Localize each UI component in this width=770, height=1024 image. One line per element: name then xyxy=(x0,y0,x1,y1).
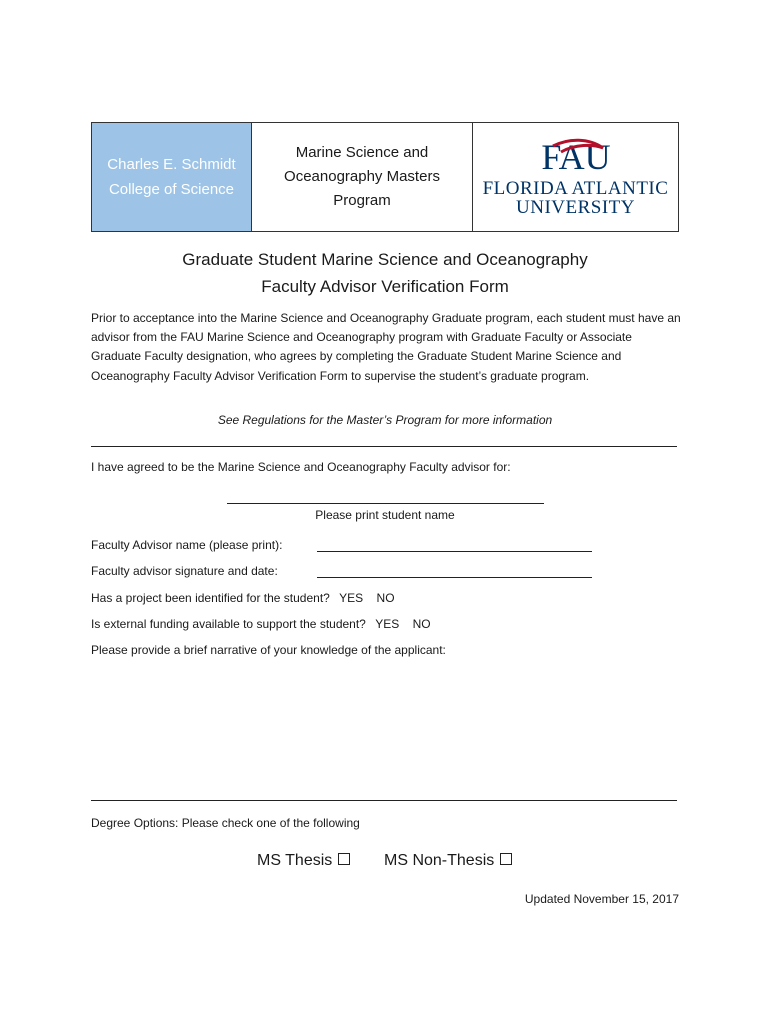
advisor-name-field[interactable] xyxy=(317,551,592,552)
project-yes-option[interactable]: YES xyxy=(339,591,364,605)
form-title xyxy=(91,246,679,300)
advisor-signature-field[interactable] xyxy=(317,577,592,578)
fau-logo xyxy=(473,123,678,231)
program-name: Marine Science and Oceanography Masters Program xyxy=(284,144,440,209)
divider-top xyxy=(91,446,677,447)
ms-thesis-checkbox[interactable] xyxy=(338,853,350,865)
project-question-text: Has a project been identified for the student? xyxy=(91,591,330,605)
funding-question xyxy=(91,617,431,631)
fau-logo-letters: FAU xyxy=(540,136,611,176)
fau-logo-mark-icon xyxy=(531,136,621,176)
updated-date: Updated November 15, 2017 xyxy=(524,892,679,906)
regulations-note: See Regulations for the Master’s Program for more information xyxy=(217,413,553,427)
intro-paragraph: Prior to acceptance into the Marine Science and Oceanography Graduate program, each student must have an advisor from the FAU Marine Science and Oceanography program with Graduate Faculty or Associate Graduate Faculty designation, who agrees by completing the Graduate Student Marine Science and Oceanography Faculty Advisor Verification Form to supervise the student’s graduate program. xyxy=(91,311,681,383)
student-name-label: Please print student name xyxy=(315,508,455,522)
ms-thesis-label: MS Thesis xyxy=(257,852,333,869)
form-title-line1: Graduate Student Marine Science and Oceanography xyxy=(182,250,588,269)
college-name-line1: Charles E. Schmidt xyxy=(107,156,236,173)
ms-non-thesis-option[interactable] xyxy=(384,852,512,870)
form-title-line2: Faculty Advisor Verification Form xyxy=(261,277,509,296)
narrative-area[interactable] xyxy=(91,664,677,794)
advisor-name-label: Faculty Advisor name (please print): xyxy=(91,538,283,552)
divider-bottom xyxy=(91,800,677,801)
college-name-line2: College of Science xyxy=(108,181,235,198)
student-name-field[interactable] xyxy=(227,503,544,504)
advisor-signature-label: Faculty advisor signature and date: xyxy=(91,564,278,578)
college-cell xyxy=(92,123,252,231)
project-no-option[interactable]: NO xyxy=(376,591,395,605)
logo-text-line2: UNIVERSITY xyxy=(516,196,635,218)
agreement-statement: I have agreed to be the Marine Science and Oceanography Faculty advisor for: xyxy=(91,460,511,474)
funding-yes-option[interactable]: YES xyxy=(375,617,400,631)
funding-no-option[interactable]: NO xyxy=(412,617,431,631)
ms-thesis-option[interactable] xyxy=(257,852,350,870)
program-cell xyxy=(252,123,473,231)
header-table xyxy=(91,122,679,232)
project-question xyxy=(91,591,395,605)
degree-options-label: Degree Options: Please check one of the following xyxy=(91,816,360,830)
ms-non-thesis-label: MS Non-Thesis xyxy=(384,852,495,869)
funding-question-text: Is external funding available to support the student? xyxy=(91,617,366,631)
ms-non-thesis-checkbox[interactable] xyxy=(500,853,512,865)
logo-text-line1: FLORIDA ATLANTIC xyxy=(482,177,669,199)
narrative-label: Please provide a brief narrative of your knowledge of the applicant: xyxy=(91,643,446,657)
